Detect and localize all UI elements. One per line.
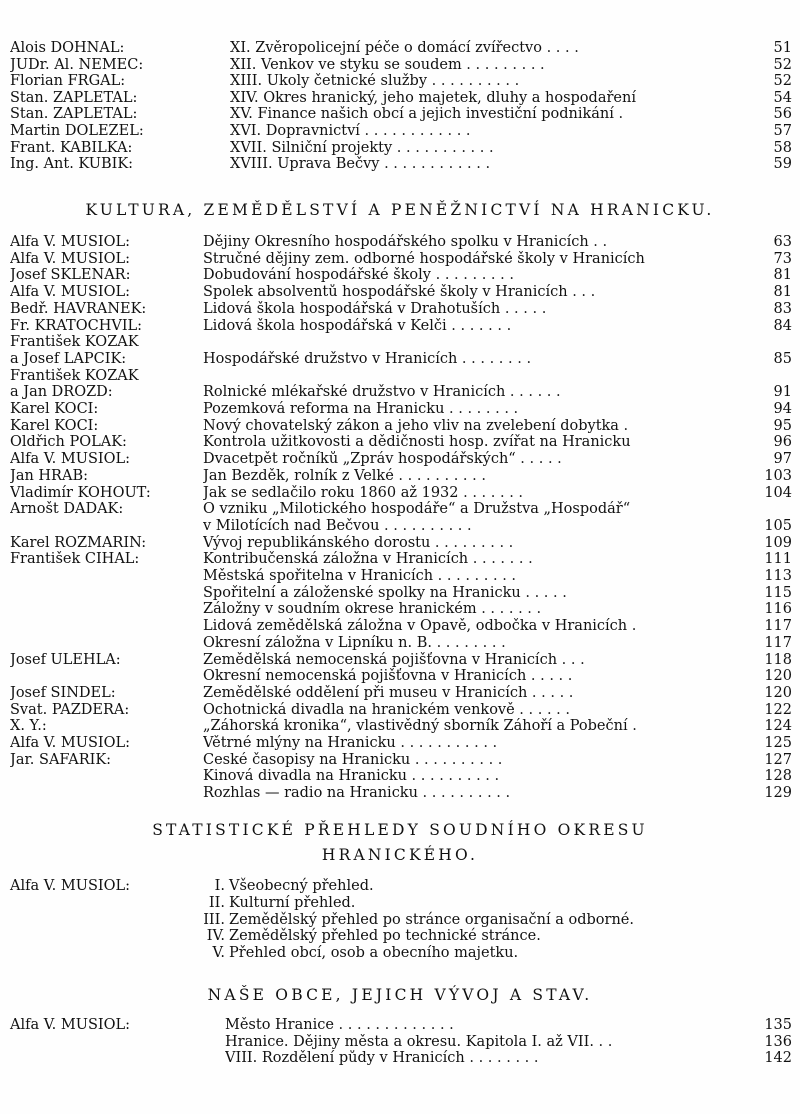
entry-title: XVI. Dopravnictví — [230, 123, 360, 139]
entry-page-number: 122 — [764, 701, 792, 718]
entry-title: Ochotnická divadla na hranickém venkově — [203, 701, 515, 718]
toc-entry — [0, 106, 800, 123]
entry-page-number: 128 — [764, 768, 792, 785]
statistika-item-text: Zemědělský přehled po technické stránce. — [229, 928, 541, 945]
leader-dots: . . . . . . . . . . — [410, 751, 503, 768]
entry-author: František ČÍHAL: — [10, 551, 140, 568]
leader-dots: . . . . . . . . . . . — [395, 735, 498, 751]
entry-page-number: 120 — [764, 668, 792, 685]
entry-title-line — [225, 1017, 758, 1034]
entry-author: Oldřich POLÁK: — [10, 434, 127, 451]
statistika-item-number: II. — [208, 894, 225, 911]
entry-title-line — [203, 601, 758, 618]
entry-title: Zemědělská nemocenská pojišťovna v Hranicích — [203, 651, 558, 668]
entry-title: v Milotících nad Bečvou — [203, 517, 380, 534]
entry-title: XI. Zvěropolicejní péče o domácí zvířectvo — [230, 40, 542, 56]
entry-page-number: 113 — [764, 568, 792, 584]
entry-title: Hospodářské družstvo v Hranicích — [203, 350, 458, 367]
section-heading-statistika-line2: HRANICKÉHO. — [321, 846, 479, 864]
toc-entry — [0, 685, 800, 702]
entry-author: Vladimír KOHOUT: — [10, 484, 151, 501]
toc-entry — [0, 401, 800, 418]
entry-title: Vývoj republikánského dorostu — [203, 534, 431, 551]
toc-entry — [0, 652, 800, 669]
leader-dots: . . . . . . . . . . . — [392, 139, 494, 156]
leader-dots: . . . — [567, 284, 596, 301]
entry-title-line — [203, 635, 758, 652]
entry-title: XVIII. Úprava Bečvy — [230, 156, 380, 173]
entry-page-number: 129 — [764, 785, 792, 802]
entry-title-line — [203, 301, 758, 318]
entry-title-line — [203, 418, 758, 435]
entry-title-line — [203, 384, 758, 401]
entry-title-line — [203, 518, 758, 535]
statistika-author: Alfa V. MUSIOL: — [10, 878, 131, 894]
entry-title-line — [203, 267, 758, 284]
leader-dots: . . . . — [541, 40, 579, 56]
statistika-item — [185, 912, 634, 929]
entry-title: Zemědělské oddělení při museu v Hranicích — [203, 684, 528, 701]
entry-author: Alfa V. MUSIOL: — [10, 234, 131, 250]
leader-dots: . . . . . . . . — [457, 350, 532, 367]
entry-author: Josef ŠINDEL: — [10, 684, 116, 701]
statistika-item-number: V. — [212, 945, 225, 962]
toc-entry — [0, 384, 800, 401]
entry-page-number: 57 — [773, 123, 792, 139]
entry-title-line — [203, 351, 758, 368]
entry-title: Lidová škola hospodářská v Kelči — [203, 317, 447, 334]
entry-title: Okresní záložna v Lipníku n. B. — [203, 634, 432, 651]
entry-author: František KOZÁK — [10, 334, 139, 351]
toc-entry — [0, 318, 800, 335]
entry-page-number: 142 — [764, 1050, 792, 1067]
statistika-item-text: Kulturní přehled. — [229, 894, 356, 911]
toc-entry — [0, 568, 800, 585]
entry-title: Jak se sedlačilo roku 1860 až 1932 — [203, 484, 459, 501]
entry-title-line — [203, 568, 758, 585]
toc-entry — [0, 90, 800, 107]
statistika-item — [185, 928, 541, 945]
leader-dots: . . . . . . . . . . . . — [379, 156, 491, 173]
statistika-item — [185, 895, 355, 912]
entry-title: Dějiny Okresního hospodářského spolku v Hranicích — [203, 234, 589, 250]
entry-page-number: 117 — [764, 634, 792, 651]
leader-dots: . . . . . . . . . — [433, 568, 517, 584]
entry-author: JUDr. Al. NĚMEC: — [10, 56, 144, 73]
entry-title-line — [203, 618, 758, 635]
section-heading-obce: NAŠE OBCE, JEJICH VÝVOJ A STAV. — [207, 986, 593, 1004]
leader-dots: . . . . . — [526, 668, 573, 685]
toc-entry — [0, 1050, 800, 1067]
entry-title-line — [203, 735, 758, 752]
entry-title-line — [225, 1050, 758, 1067]
toc-entry — [0, 468, 800, 485]
entry-page-number: 96 — [773, 434, 792, 451]
leader-dots: . — [618, 417, 629, 434]
leader-dots: . . . . . . . . . . — [417, 785, 511, 802]
entry-author: Karel ROZMARÍN: — [10, 534, 147, 551]
leader-dots: . . — [593, 1033, 613, 1050]
entry-title-line — [203, 535, 758, 552]
entry-title: Dvacetpět ročníků „Zpráv hospodářských“ — [203, 451, 516, 468]
entry-title-line — [230, 123, 758, 140]
leader-dots: . . . . . — [527, 684, 574, 701]
statistika-item — [185, 945, 518, 962]
entry-page-number: 111 — [764, 551, 792, 568]
entry-title-line — [203, 551, 758, 568]
entry-page-number: 63 — [773, 234, 792, 250]
entry-page-number: 52 — [773, 56, 792, 73]
entry-author: Svat. PAZDERA: — [10, 701, 130, 718]
entry-page-number: 81 — [773, 284, 792, 301]
entry-author: Alfa V. MUSIOL: — [10, 284, 131, 301]
entry-page-number: 103 — [764, 467, 792, 484]
entry-title: Okresní nemocenská pojišťovna v Hranicích — [203, 668, 527, 685]
leader-dots: . . . . . . . — [446, 317, 512, 334]
entry-page-number: 97 — [773, 451, 792, 468]
statistika-item-text: Přehled obcí, osob a obecního majetku. — [229, 945, 519, 962]
entry-page-number: 105 — [764, 517, 792, 534]
entry-title: Jan Bezděk, rolník z Velké — [203, 467, 394, 484]
entry-page-number: 120 — [764, 684, 792, 701]
toc-entry — [0, 1034, 800, 1051]
entry-author: Florian FRGAL: — [10, 73, 126, 90]
toc-entry — [0, 234, 800, 251]
leader-dots: . . — [588, 234, 608, 250]
toc-entry — [0, 451, 800, 468]
entry-title: XII. Venkov ve styku se soudem — [230, 56, 462, 73]
leader-dots: . . . . . . . . . . . . — [359, 123, 471, 139]
entry-title: Kinová divadla na Hranicku — [203, 768, 407, 785]
toc-entry — [0, 351, 800, 368]
section-heading-kultura: KULTURA, ZEMĚDĚLSTVÍ A PENĚŽNICTVÍ NA HRANICKU. — [85, 201, 715, 219]
toc-entry — [0, 284, 800, 301]
toc-entry — [0, 752, 800, 769]
entry-author: Karel KOČÍ: — [10, 401, 99, 417]
leader-dots: . . . . . — [515, 451, 562, 468]
leader-dots: . . . . . . . . — [464, 1050, 539, 1067]
toc-entry — [0, 601, 800, 618]
entry-title: Kontrola užitkovosti a dědičnosti hosp. zvířat na Hranicku — [203, 434, 631, 451]
entry-title: Spolek absolventů hospodářské školy v Hranicích — [203, 284, 568, 301]
entry-title: Záložny v soudním okrese hranickém — [203, 601, 477, 618]
entry-title-line — [230, 40, 758, 57]
leader-dots: . . . . . . . — [476, 601, 542, 618]
entry-title: Rolnické mlékařské družstvo v Hranicích — [203, 384, 506, 401]
entry-title: Městská spořitelna v Hranicích — [203, 568, 434, 584]
entry-author: Jar. ŠAFAŘÍK: — [10, 751, 112, 768]
entry-page-number: 94 — [773, 401, 792, 417]
toc-entry — [0, 618, 800, 635]
leader-dots: . — [613, 106, 624, 123]
entry-page-number: 52 — [773, 73, 792, 90]
entry-page-number: 136 — [764, 1033, 792, 1050]
entry-author: a Josef LAPČÍK: — [10, 350, 127, 367]
entry-title: Město Hranice — [225, 1017, 334, 1033]
entry-author: Alfa V. MUSIOL: — [10, 451, 131, 468]
entry-title-line — [203, 752, 758, 769]
entry-author: Ing. Ant. KUBÍK: — [10, 156, 134, 173]
entry-title-line — [203, 668, 758, 685]
entry-title-line — [203, 652, 758, 669]
toc-entry — [0, 140, 800, 157]
entry-title: Kontribučenská záložna v Hranicích — [203, 551, 469, 568]
entry-title-line — [230, 156, 758, 173]
leader-dots: . . . . . . . . . — [430, 534, 514, 551]
leader-dots: . . . — [557, 651, 585, 668]
entry-author: Arnošt DADÁK: — [10, 501, 124, 518]
leader-dots: . . . . . . — [505, 384, 561, 401]
entry-page-number: 81 — [773, 267, 792, 284]
entry-page-number: 91 — [773, 384, 792, 401]
toc-entry — [0, 368, 800, 385]
toc-entry — [0, 334, 800, 351]
leader-dots: . . . . . . . . — [431, 634, 506, 651]
entry-page-number: 124 — [764, 718, 792, 735]
leader-dots: . — [627, 618, 637, 635]
section-heading-statistika-line1: STATISTICKÉ PŘEHLEDY SOUDNÍHO OKRESU — [152, 821, 648, 839]
toc-entry — [0, 73, 800, 90]
leader-dots: . . . . . . . . . . — [393, 467, 486, 484]
leader-dots: . . . . . . . . . . — [379, 517, 472, 534]
statistika-item-number: IV. — [206, 928, 225, 945]
entry-title: Dobudování hospodářské školy — [203, 267, 431, 284]
leader-dots: . . . . . . . . . — [461, 56, 545, 73]
entry-title: Rozhlas — radio na Hranicku — [203, 785, 418, 802]
entry-page-number: 117 — [764, 618, 792, 635]
leader-dots: . . . . . — [520, 584, 567, 601]
entry-title: XV. Finance našich obcí a jejich investiční podnikání — [230, 106, 614, 123]
entry-page-number: 54 — [773, 89, 792, 106]
toc-entry — [0, 585, 800, 602]
entry-page-number: 73 — [773, 250, 792, 267]
leader-dots: . — [627, 718, 637, 735]
entry-page-number: 118 — [764, 651, 792, 668]
entry-title-line — [203, 685, 758, 702]
entry-author: a Jan DROZD: — [10, 384, 113, 401]
entry-page-number: 125 — [764, 735, 792, 751]
entry-title-line — [203, 702, 758, 719]
toc-entry — [0, 123, 800, 140]
entry-author: Karel KOČÍ: — [10, 417, 99, 434]
entry-title: XIV. Okres hranický, jeho majetek, dluhy a hospodaření — [230, 89, 636, 106]
toc-entry — [0, 485, 800, 502]
toc-entry — [0, 1017, 800, 1034]
entry-title-line — [203, 401, 758, 418]
entry-author: Alfa V. MUSIOL: — [10, 250, 131, 267]
entry-page-number: 115 — [764, 584, 792, 601]
leader-dots: . . . . . . . . — [444, 401, 519, 417]
entry-title: VIII. Rozdělení půdy v Hranicích — [225, 1050, 465, 1067]
entry-title-line — [225, 1034, 758, 1051]
statistika-item-number: I. — [214, 878, 225, 894]
entry-title: „Záhorská kronika“, vlastivědný sborník Záhoří a Pobeční — [203, 718, 628, 735]
entry-author: František KOZÁK — [10, 367, 139, 384]
entry-page-number: 85 — [773, 350, 792, 367]
toc-entry — [0, 785, 800, 802]
entry-title-line — [230, 106, 758, 123]
toc-entry — [0, 57, 800, 74]
toc-entry — [0, 518, 800, 535]
entry-page-number: 95 — [773, 417, 792, 434]
leader-dots: . . . . . . . . . — [431, 267, 514, 284]
entry-title: Lidová škola hospodářská v Drahotuších — [203, 300, 501, 317]
toc-entry — [0, 301, 800, 318]
entry-author: Stan. ZAPLETAL: — [10, 89, 138, 106]
toc-entry — [0, 40, 800, 57]
toc-entry — [0, 668, 800, 685]
entry-title-line — [230, 90, 758, 107]
entry-title-line — [203, 501, 758, 518]
entry-page-number: 116 — [764, 601, 792, 618]
entry-page-number: 84 — [773, 317, 792, 334]
statistika-item-number: III. — [203, 911, 225, 928]
entry-title-line — [203, 234, 758, 251]
entry-author: Fr. KRATOCHVIL: — [10, 317, 143, 334]
leader-dots: . . . . . . . — [458, 484, 524, 501]
entry-page-number: 127 — [764, 751, 792, 768]
entry-title-line — [203, 251, 758, 268]
toc-entry — [0, 735, 800, 752]
toc-entry — [0, 535, 800, 552]
entry-title-line — [230, 73, 758, 90]
entry-title: Nový chovatelský zákon a jeho vliv na zvelebení dobytka — [203, 417, 619, 434]
obce-author: Alfa V. MUSIOL: — [10, 1017, 131, 1033]
entry-author: Alois DOHNAL: — [10, 40, 125, 56]
entry-page-number: 59 — [773, 156, 792, 173]
entry-author: X. Y.: — [10, 718, 47, 735]
toc-entry — [0, 434, 800, 451]
entry-page-number: 58 — [773, 139, 792, 156]
leader-dots: . . . . . . . . . . . . . — [333, 1017, 454, 1033]
entry-title-line — [203, 468, 758, 485]
entry-author: Jan HRAB: — [10, 467, 88, 484]
entry-title-line — [203, 318, 758, 335]
entry-title-line — [203, 785, 758, 802]
toc-entry — [0, 718, 800, 735]
entry-title: Spořitelní a záloženské spolky na Hranicku — [203, 584, 521, 601]
leader-dots: . . . . . . . . . . — [406, 768, 500, 785]
entry-author: Bedř. HAVRÁNEK: — [10, 300, 147, 317]
toc-entry — [0, 551, 800, 568]
entry-title: Stručné dějiny zem. odborné hospodářské školy v Hranicích — [203, 250, 645, 267]
entry-page-number: 51 — [773, 40, 792, 56]
entry-title: O vzniku „Milotického hospodáře“ a Družstva „Hospodář“ — [203, 501, 631, 518]
toc-entry — [0, 418, 800, 435]
entry-title: Lidová zemědělská záložna v Opavě, odbočka v Hranicích — [203, 618, 628, 635]
entry-author: Alfa V. MUSIOL: — [10, 735, 131, 751]
entry-title: XIII. Úkoly četnické služby — [230, 73, 428, 90]
entry-author: Stan. ZAPLETAL: — [10, 106, 138, 123]
toc-entry — [0, 156, 800, 173]
statistika-item-text: Všeobecný přehled. — [229, 878, 374, 894]
entry-title-line — [230, 140, 758, 157]
entry-page-number: 109 — [764, 534, 792, 551]
toc-entry — [0, 768, 800, 785]
entry-author: Josef SKLENÁŘ: — [10, 267, 131, 284]
entry-title: Hranice. Dějiny města a okresu. Kapitola I. až VII. — [225, 1033, 594, 1050]
leader-dots: . . . . . . . — [468, 551, 533, 568]
entry-author: Frant. KABILKA: — [10, 139, 133, 156]
statistika-item — [185, 878, 374, 895]
leader-dots: . . . . . . . . . . — [427, 73, 520, 90]
entry-title-line — [230, 57, 758, 74]
entry-author: Josef ÚLEHLA: — [10, 651, 121, 668]
toc-entry — [0, 501, 800, 518]
entry-page-number: 135 — [764, 1017, 792, 1033]
entry-title-line — [203, 768, 758, 785]
entry-author: Martin DOLEŽEL: — [10, 123, 144, 139]
entry-title: Pozemková reforma na Hranicku — [203, 401, 445, 417]
entry-title-line — [203, 485, 758, 502]
entry-title-line — [203, 718, 758, 735]
entry-page-number: 104 — [764, 484, 792, 501]
leader-dots: . . . . . — [500, 300, 547, 317]
entry-title: XVII. Silniční projekty — [230, 139, 393, 156]
entry-title-line — [203, 451, 758, 468]
entry-title: Větrné mlýny na Hranicku — [203, 735, 396, 751]
entry-title: České časopisy na Hranicku — [203, 751, 411, 768]
toc-entry — [0, 267, 800, 284]
statistika-item-text: Zemědělský přehled po stránce organisační a odborné. — [229, 911, 634, 928]
toc-entry — [0, 251, 800, 268]
toc-entry — [0, 702, 800, 719]
leader-dots: . . . . . . — [514, 701, 571, 718]
entry-title-line — [203, 284, 758, 301]
toc-entry — [0, 635, 800, 652]
entry-title-line — [203, 434, 758, 451]
entry-page-number: 83 — [773, 300, 792, 317]
entry-title-line — [203, 585, 758, 602]
entry-page-number: 56 — [773, 106, 792, 123]
